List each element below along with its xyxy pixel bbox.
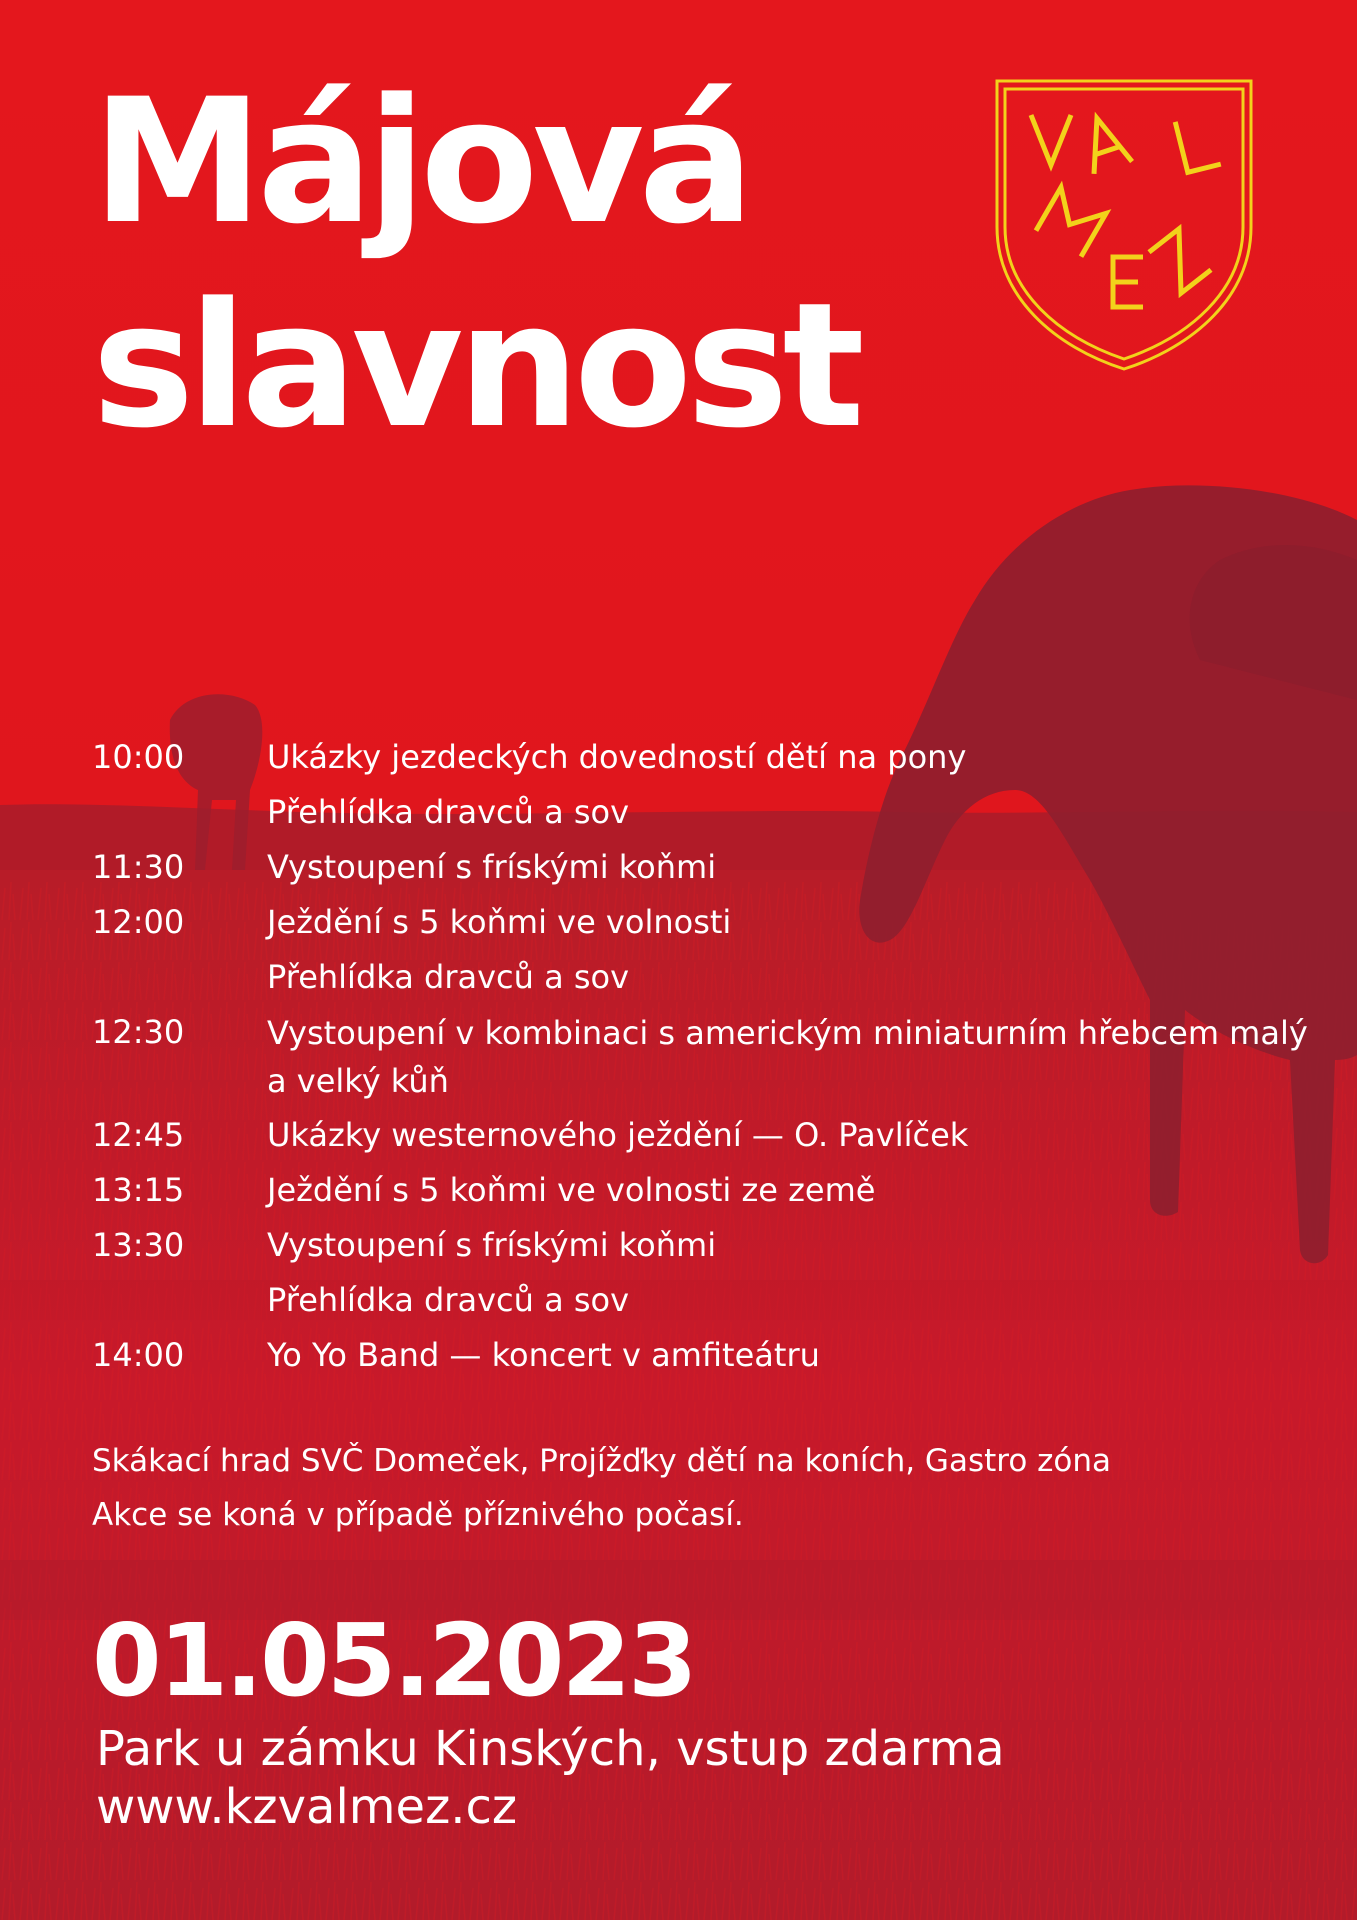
schedule-row [92,1218,1312,1273]
valmez-shield-icon [993,77,1255,373]
additional-info [92,1434,1111,1542]
schedule-activity: Vystoupení s frískými koňmi [267,1226,717,1264]
schedule-activity: Vystoupení s frískými koňmi [267,848,717,886]
schedule-time: 12:45 [92,1116,185,1154]
schedule-row [92,1005,1312,1108]
program-schedule [92,730,1312,1383]
schedule-row [92,730,1312,785]
schedule-activity: Ukázky jezdeckých dovedností dětí na pony [267,738,967,776]
website-link[interactable]: www.kzvalmez.cz [96,1779,518,1835]
schedule-row [92,1328,1312,1383]
schedule-time: 14:00 [92,1336,185,1374]
schedule-time: 10:00 [92,738,185,776]
schedule-activity: Yo Yo Band — koncert v amfiteátru [267,1336,820,1374]
schedule-activity: Přehlídka dravců a sov [267,793,630,831]
schedule-time [92,1273,267,1328]
schedule-row [92,1163,1312,1218]
schedule-row [92,785,1312,840]
schedule-activity: Vystoupení v kombinaci s americkým miniaturním hřebcem malý a velký kůň [267,1014,1308,1100]
schedule-time: 12:00 [92,903,185,941]
schedule-time: 11:30 [92,848,185,886]
event-venue: Park u zámku Kinských, vstup zdarma [96,1721,1005,1777]
schedule-time [92,950,267,1005]
schedule-row [92,950,1312,1005]
title-line-1: Májová [92,61,749,262]
schedule-row [92,895,1312,950]
attractions-line: Skákací hrad SVČ Domeček, Projížďky dětí na koních, Gastro zóna [92,1443,1112,1479]
schedule-time [92,785,267,840]
title-line-2: slavnost [92,265,859,466]
schedule-row [92,840,1312,895]
poster-title [92,60,859,468]
schedule-time: 13:30 [92,1226,185,1264]
schedule-time: 13:15 [92,1171,185,1209]
schedule-row [92,1108,1312,1163]
schedule-row [92,1273,1312,1328]
schedule-activity: Ježdění s 5 koňmi ve volnosti ze země [267,1171,876,1209]
event-date: 01.05.2023 [92,1602,695,1719]
schedule-activity: Přehlídka dravců a sov [267,958,630,996]
weather-notice: Akce se koná v případě příznivého počasí. [92,1497,744,1533]
schedule-time: 12:30 [92,1013,185,1051]
schedule-activity: Ježdění s 5 koňmi ve volnosti [267,903,732,941]
schedule-activity: Přehlídka dravců a sov [267,1281,630,1319]
schedule-activity: Ukázky westernového ježdění — O. Pavlíček [267,1116,969,1154]
